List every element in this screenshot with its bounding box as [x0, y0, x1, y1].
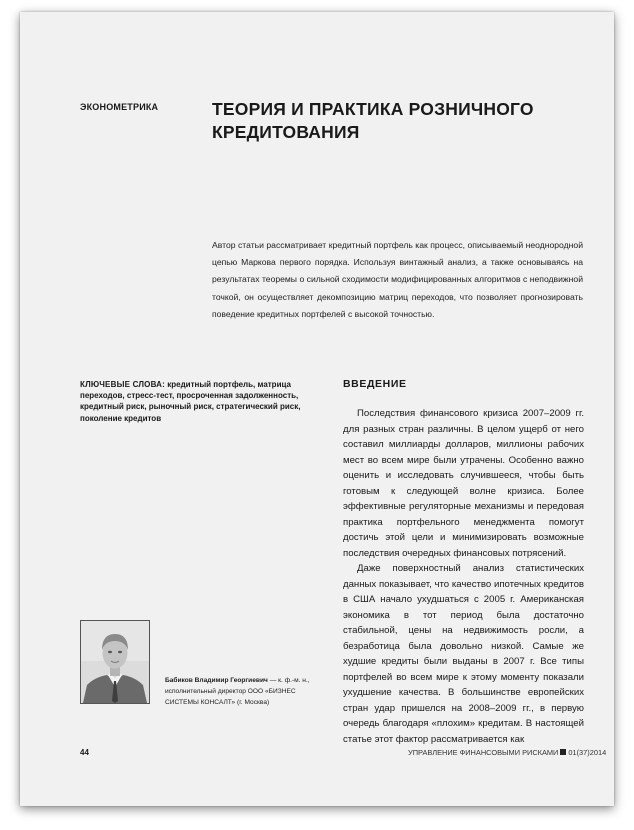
- page-number: 44: [80, 748, 89, 757]
- article-abstract: Автор статьи рассматривает кредитный портфель как процесс, описываемый неоднородной цепью Маркова первого порядка. Используя винтажный анализ, а также основываясь на результатах теоремы о сильной сходимости модифицированных алгоритмов с неподвижной точкой, он осуществляет декомпозицию матриц переходов, что позволяет прогнозировать поведение кредитных портфелей с высокой точностью.: [212, 240, 583, 319]
- introduction-paragraph: Даже поверхностный анализ статистических данных показывает, что качество ипотечных кредитов в США начало ухудшаться с 2005 г. Американская экономика в тот период была достаточно стабильной, цены на недвижимость росли, а безработица была довольно низкой. Самые же худшие кредиты были выданы в 2007 г. Все типы портфелей во всем мире к этому моменту показали ухудшение качества. В большинстве европейских стран удар пришелся на 2008–2009 гг., в первую очередь благодаря «плохим» кредитам. В настоящей статье этот фактор рассматривается как: [343, 563, 584, 745]
- introduction-heading: ВВЕДЕНИЕ: [343, 378, 407, 390]
- journal-name: УПРАВЛЕНИЕ ФИНАНСОВЫМИ РИСКАМИ: [408, 748, 559, 757]
- keywords-label: КЛЮЧЕВЫЕ СЛОВА:: [80, 380, 165, 389]
- section-label: ЭКОНОМЕТРИКА: [80, 102, 159, 112]
- author-photo: [80, 620, 150, 704]
- journal-page: [20, 12, 614, 806]
- keywords-text: кредитный портфель, матрица переходов, стресс-тест, просроченная задолженность, кредитный риск, рыночный риск, стратегический риск, поколение кредитов: [80, 380, 301, 423]
- author-description: — к. ф.-м. н., исполнительный директор ООО «БИЗНЕС СИСТЕМЫ КОНСАЛТ» (г. Москва): [165, 677, 310, 707]
- journal-issue: 01(37)2014: [568, 748, 607, 757]
- square-bullet-icon: [560, 749, 566, 755]
- author-portrait-image: [81, 621, 149, 703]
- article-title: ТЕОРИЯ И ПРАКТИКА РОЗНИЧНОГО КРЕДИТОВАНИЯ: [212, 99, 534, 142]
- journal-footer: [408, 748, 606, 757]
- keywords-block: [80, 379, 332, 424]
- author-info: [165, 675, 327, 709]
- introduction-body: [343, 406, 584, 747]
- introduction-paragraph: Последствия финансового кризиса 2007–2009 гг. для разных стран различны. В целом ущерб от него составил миллиарды долларов, миллионы рабочих мест во всем мире были утрачены. Особенно важно оценить и исследовать случившееся, чтобы быть готовым к следующей волне кризиса. Более эффективные регуляторные механизмы и передовая практика портфельного менеджмента помогут достичь этой цели и минимизировать возможные последствия очередных финансовых потрясений.: [343, 408, 584, 559]
- author-name: Бабиков Владимир Георгиевич: [165, 677, 268, 684]
